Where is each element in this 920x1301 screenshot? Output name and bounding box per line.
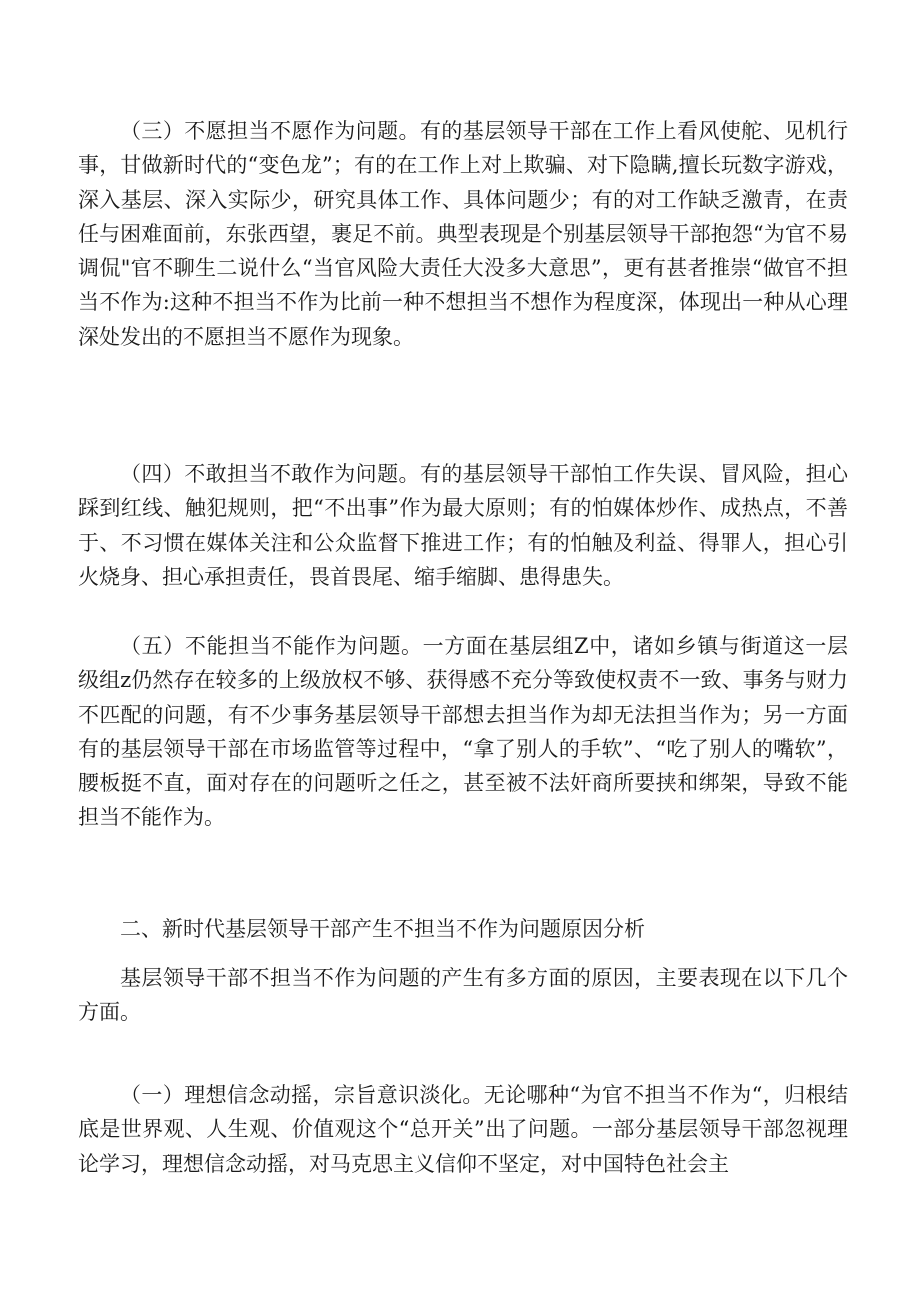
- section-heading-cause-analysis: 二、新时代基层领导干部产生不担当不作为问题原因分析: [120, 917, 645, 941]
- paragraph-unwilling-to-act: （三）不愿担当不愿作为问题。有的基层领导干部在工作上看风使舵、见机行事，甘做新时代的“变色龙”；有的在工作上对上欺骗、对下隐瞒,擅长玩数字游戏，深入基层、深入实际少，研究具体工作、具体问题少；有的对工作缺乏激青，在责任与困难面前，东张西望，裹足不前。典型表现是个别基层领导干部抱怨“为官不易调侃"官不聊生二说什么“当官风险大责任大没多大意思”，更有甚者推崇“做官不担当不作为:这种不担当不作为比前一种不想担当不想作为程度深，体现出一种从心理深处发出的不愿担当不愿作为现象。: [78, 119, 848, 349]
- paragraph-afraid-to-act: （四）不敢担当不敢作为问题。有的基层领导干部怕工作失误、冒风险，担心踩到红线、触犯规则，把“不出事”作为最大原则；有的怕媒体炒作、成热点，不善于、不习惯在媒体关注和公众监督下推进工作；有的怕触及利益、得罪人，担心引火烧身、担心承担责任，畏首畏尾、缩手缩脚、患得患失。: [78, 462, 848, 589]
- paragraph-unable-to-act: （五）不能担当不能作为问题。一方面在基层组Z中，诸如乡镇与街道这一层级组z仍然存在较多的上级放权不够、获得感不充分等致使权责不一致、事务与财力不匹配的问题，有不少事务基层领导干部想去担当作为却无法担当作为；另一方面有的基层领导干部在市场监管等过程中，“拿了别人的手软”、“吃了别人的嘴软”，腰板挺不直，面对存在的问题听之任之，甚至被不法奸商所要挟和绑架，导致不能担当不能作为。: [78, 634, 848, 830]
- paragraph-ideals-shaken: （一）理想信念动摇，宗旨意识淡化。无论哪种“为官不担当不作为“，归根结底是世界观、人生观、价值观这个“总开关”出了问题。一部分基层领导干部忽视理论学习，理想信念动摇，对马克思主义信仰不坚定，对中国特色社会主: [78, 1083, 848, 1176]
- paragraph-causes-intro: 基层领导干部不担当不作为问题的产生有多方面的原因，主要表现在以下几个方面。: [78, 966, 848, 1025]
